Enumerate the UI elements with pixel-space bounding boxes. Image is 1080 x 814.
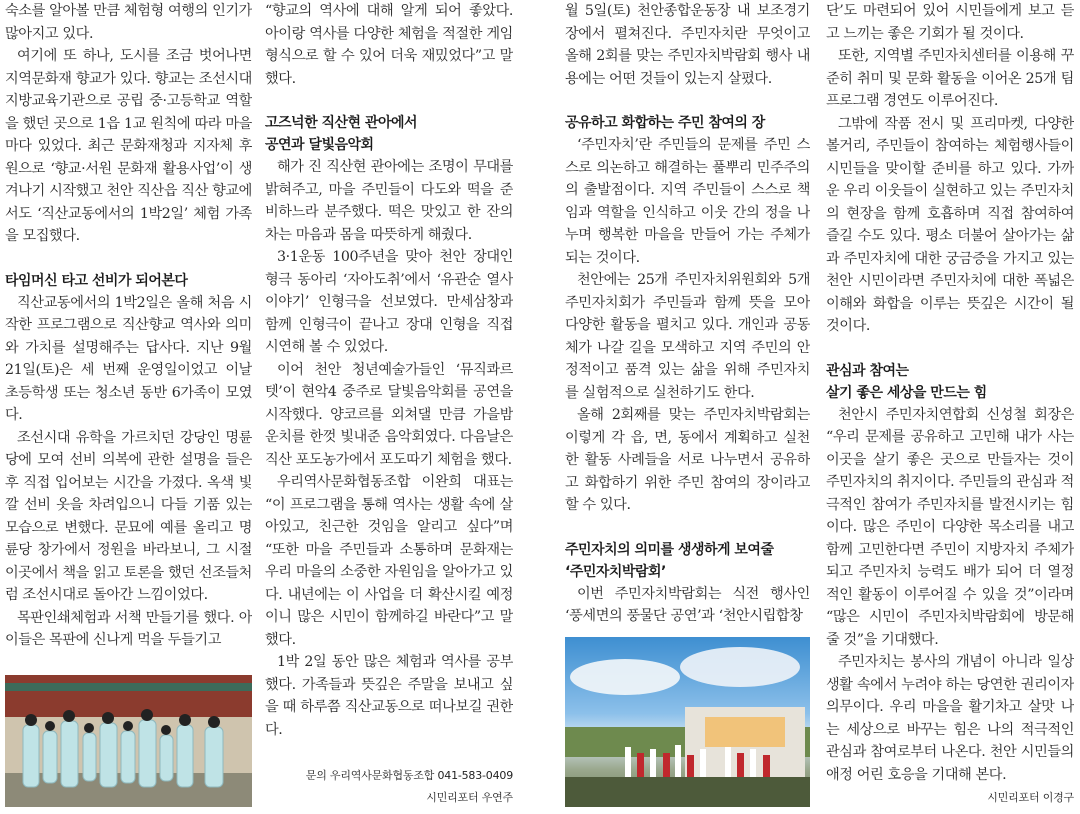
section-heading: 타임머신 타고 선비가 되어본다 bbox=[5, 272, 188, 289]
hanbok-family-photo bbox=[5, 675, 252, 807]
section-heading: 공연과 달빛음악회 bbox=[265, 137, 374, 153]
body-paragraph: 여기에 또 하나, 도시를 조금 벗어나면 지역문화재 향교가 있다. 향교는 조선시대 지방교육기관으로 공립 중·고등학교 역할을 했던 곳으로 1읍 1교 원칙에 따라 마을마다 있었다. 최근 문화재청과 지자체 후원으로 ‘향교·서원 문화재 활용사업’이 생겨나기 시작했고 천안 직산읍 직산 향교에서도 ‘직산교동에서의 1박2일’ 체험 가족을 모집했다. bbox=[5, 48, 252, 244]
section-heading: ‘주민자치박람회’ bbox=[565, 563, 666, 580]
paragraph-gap bbox=[826, 338, 1074, 360]
section-heading: 살기 좋은 세상을 만드는 힘 bbox=[826, 384, 987, 401]
article-column-1 bbox=[5, 0, 252, 652]
body-paragraph: 숙소를 알아볼 만큼 체험형 여행의 인기가 많아지고 있다. bbox=[5, 3, 252, 42]
section-heading: 관심과 참여는 bbox=[826, 362, 909, 379]
paragraph-gap bbox=[565, 90, 810, 112]
section-heading: 주민자치의 의미를 생생하게 보여줄 bbox=[565, 541, 774, 558]
body-paragraph: 단’도 마련되어 있어 시민들에게 보고 듣고 느끼는 좋은 기회가 될 것이다. bbox=[826, 3, 1074, 42]
body-paragraph: 직산교동에서의 1박2일은 올해 처음 시작한 프로그램으로 직산향교 역사와 의미와 가치를 설명해주는 답사다. 지난 9월 21일(토)은 세 번째 운영일이었고 이날 초등학생 또는 청소년 동반 6가족이 모였다. bbox=[5, 294, 252, 423]
paragraph-gap bbox=[265, 90, 513, 112]
section-heading: 공유하고 화합하는 주민 참여의 장 bbox=[565, 115, 765, 131]
body-paragraph: 우리역사문화협동조합 이완희 대표는 “이 프로그램을 통해 역사는 생활 속에 살아있고, 친근한 것임을 알리고 싶다”며 “또한 마을 주민들과 소통하며 문화재는 우리 마을의 소중한 자원임을 알아가고 있다. 내년에는 이 사업을 더 확산시킬 예정이니 많은 시민이 함께하길 바란다”고 말했다. bbox=[265, 474, 513, 648]
body-paragraph: 월 5일(토) 천안종합운동장 내 보조경기장에서 펼쳐진다. 주민자치란 무엇이고 올해 2회를 맞는 주민자치박람회 행사 내용에는 어떤 것들이 있는지 살폈다. bbox=[565, 3, 810, 87]
body-paragraph: 또한, 지역별 주민자치센터를 이용해 꾸준히 취미 및 문화 활동을 이어온 25개 팀 프로그램 경연도 이루어진다. bbox=[826, 48, 1074, 109]
reporter-byline-2: 시민리포터 이경구 bbox=[987, 791, 1074, 804]
body-paragraph: 조선시대 유학을 가르치던 강당인 명륜당에 모여 선비 의복에 관한 설명을 들은 후 직접 입어보는 시간을 가졌다. 옥색 빛깔 선비 옷을 차려입으니 다들 기품 있는 모습으로 변했다. 문묘에 예를 올리고 명륜당 창가에서 정원을 바라보니, 그 시절 이곳에서 책을 읽고 토론을 했던 선조들처럼 조선시대로 돌아간 느낌이었다. bbox=[5, 429, 252, 603]
body-paragraph: 천안시 주민자치연합회 신성철 회장은 “우리 문제를 공유하고 고민해 내가 사는 이곳을 살기 좋은 곳으로 만들자는 것이 주민자치의 취지이다. 주민들의 관심과 적극적인 참여가 주민자치를 발전시키는 힘이다. 많은 주민이 다양한 목소리를 내고 함께 고민한다면 주민이 지방자치 주체가 되고 주민자치 능력도 배가 되어 더 열정적인 활동이 이루어질 수 있을 것”이라며 “많은 시민이 주민자치박람회에 방문해 줄 것”을 기대했다. bbox=[826, 406, 1074, 648]
paragraph-gap bbox=[565, 517, 810, 539]
body-paragraph: 그밖에 작품 전시 및 프리마켓, 다양한 볼거리, 주민들이 참여하는 체험행사들이 시민들을 맞이할 준비를 하고 있다. 가까운 우리 이웃들이 실현하고 있는 주민자치의 현장을 함께 호흡하며 직접 참여하여 즐길 수도 있다. 평소 더불어 살아가는 삶과 주민자치에 대한 궁금증을 가지고 있는 천안 시민이라면 주민자치에 대한 폭넓은 이해와 화합을 이루는 뜻깊은 시간이 될 것이다. bbox=[826, 115, 1074, 334]
article-column-4 bbox=[826, 0, 1074, 786]
reporter-byline-1: 시민리포터 우연주 bbox=[426, 791, 513, 804]
article-column-3 bbox=[565, 0, 810, 628]
article-column-2 bbox=[265, 0, 513, 741]
body-paragraph: 주민자치는 봉사의 개념이 아니라 일상생활 속에서 누려야 하는 당연한 권리이자 의무이다. 우리 마을을 활기차고 살맛 나는 세상으로 바꾸는 힘은 나의 적극적인 관심과 참여로부터 나온다. 천안 시민들의 애정 어린 호응을 기대해 본다. bbox=[826, 654, 1074, 783]
body-paragraph: 3·1운동 100주년을 맞아 천안 장대인형극 동아리 ‘자아도취’에서 ‘유관순 열사 이야기’ 인형극을 선보였다. 만세삼창과 함께 인형극이 끝나고 장대 인형을 직접 시연해 볼 수 있었다. bbox=[265, 249, 513, 355]
body-paragraph: “향교의 역사에 대해 알게 되어 좋았다. 아이랑 역사를 다양한 체험을 적절한 게임형식으로 할 수 있어 더욱 재밌었다”고 말했다. bbox=[265, 3, 513, 87]
body-paragraph: 1박 2일 동안 많은 체험과 역사를 공부했다. 가족들과 뜻깊은 주말을 보내고 싶을 때 하루쯤 직산교동으로 떠나보길 권한다. bbox=[265, 654, 513, 738]
body-paragraph: 이번 주민자치박람회는 식전 행사인 ‘풍세면의 풍물단 공연’과 ‘천안시립합창 bbox=[565, 585, 810, 624]
body-paragraph: 올해 2회째를 맞는 주민자치박람회는 이렇게 각 읍, 면, 동에서 계획하고 실천한 활동 사례들을 서로 나누면서 공유하고 화합하기 위한 주민 참여의 장이라고 할 수 있다. bbox=[565, 407, 810, 513]
paragraph-gap bbox=[5, 248, 252, 270]
body-paragraph: ‘주민자치’란 주민들의 문제를 주민 스스로 의논하고 해결하는 풀뿌리 민주주의의 출발점이다. 지역 주민들이 스스로 책임과 역할을 인식하고 이웃 간의 정을 나누며 행복한 마을을 만들어 가는 주체가 되는 것이다. bbox=[565, 137, 810, 266]
contact-line: 문의 우리역사문화협동조합 041-583-0409 bbox=[305, 769, 513, 782]
festival-stage-photo bbox=[565, 637, 810, 807]
body-paragraph: 해가 진 직산현 관아에는 조명이 무대를 밝혀주고, 마을 주민들이 다도와 떡을 준비하느라 분주했다. 떡은 맛있고 한 잔의 차는 마음과 몸을 따뜻하게 해줬다. bbox=[265, 159, 513, 243]
body-paragraph: 목판인쇄체험과 서책 만들기를 했다. 아이들은 목판에 신나게 먹을 두들기고 bbox=[5, 609, 252, 648]
body-paragraph: 천안에는 25개 주민자치위원회와 5개 주민자치회가 주민들과 함께 뜻을 모아 다양한 활동을 펼치고 있다. 개인과 공동체가 나갈 길을 모색하고 지역 주민의 안정적이고 품격 있는 삶을 위해 주민자치를 실험적으로 실천하기도 한다. bbox=[565, 272, 810, 401]
section-heading: 고즈넉한 직산현 관아에서 bbox=[265, 115, 418, 131]
body-paragraph: 이어 천안 청년예술가들인 ‘뮤직콰르텟’이 현악4 중주로 달빛음악회를 공연을 시작했다. 양코르를 외쳐댈 만큼 가을밤 운치를 한껏 빛내준 음악회였다. 다음날은 직산 포도농가에서 포도따기 체험을 했다. bbox=[265, 361, 513, 468]
